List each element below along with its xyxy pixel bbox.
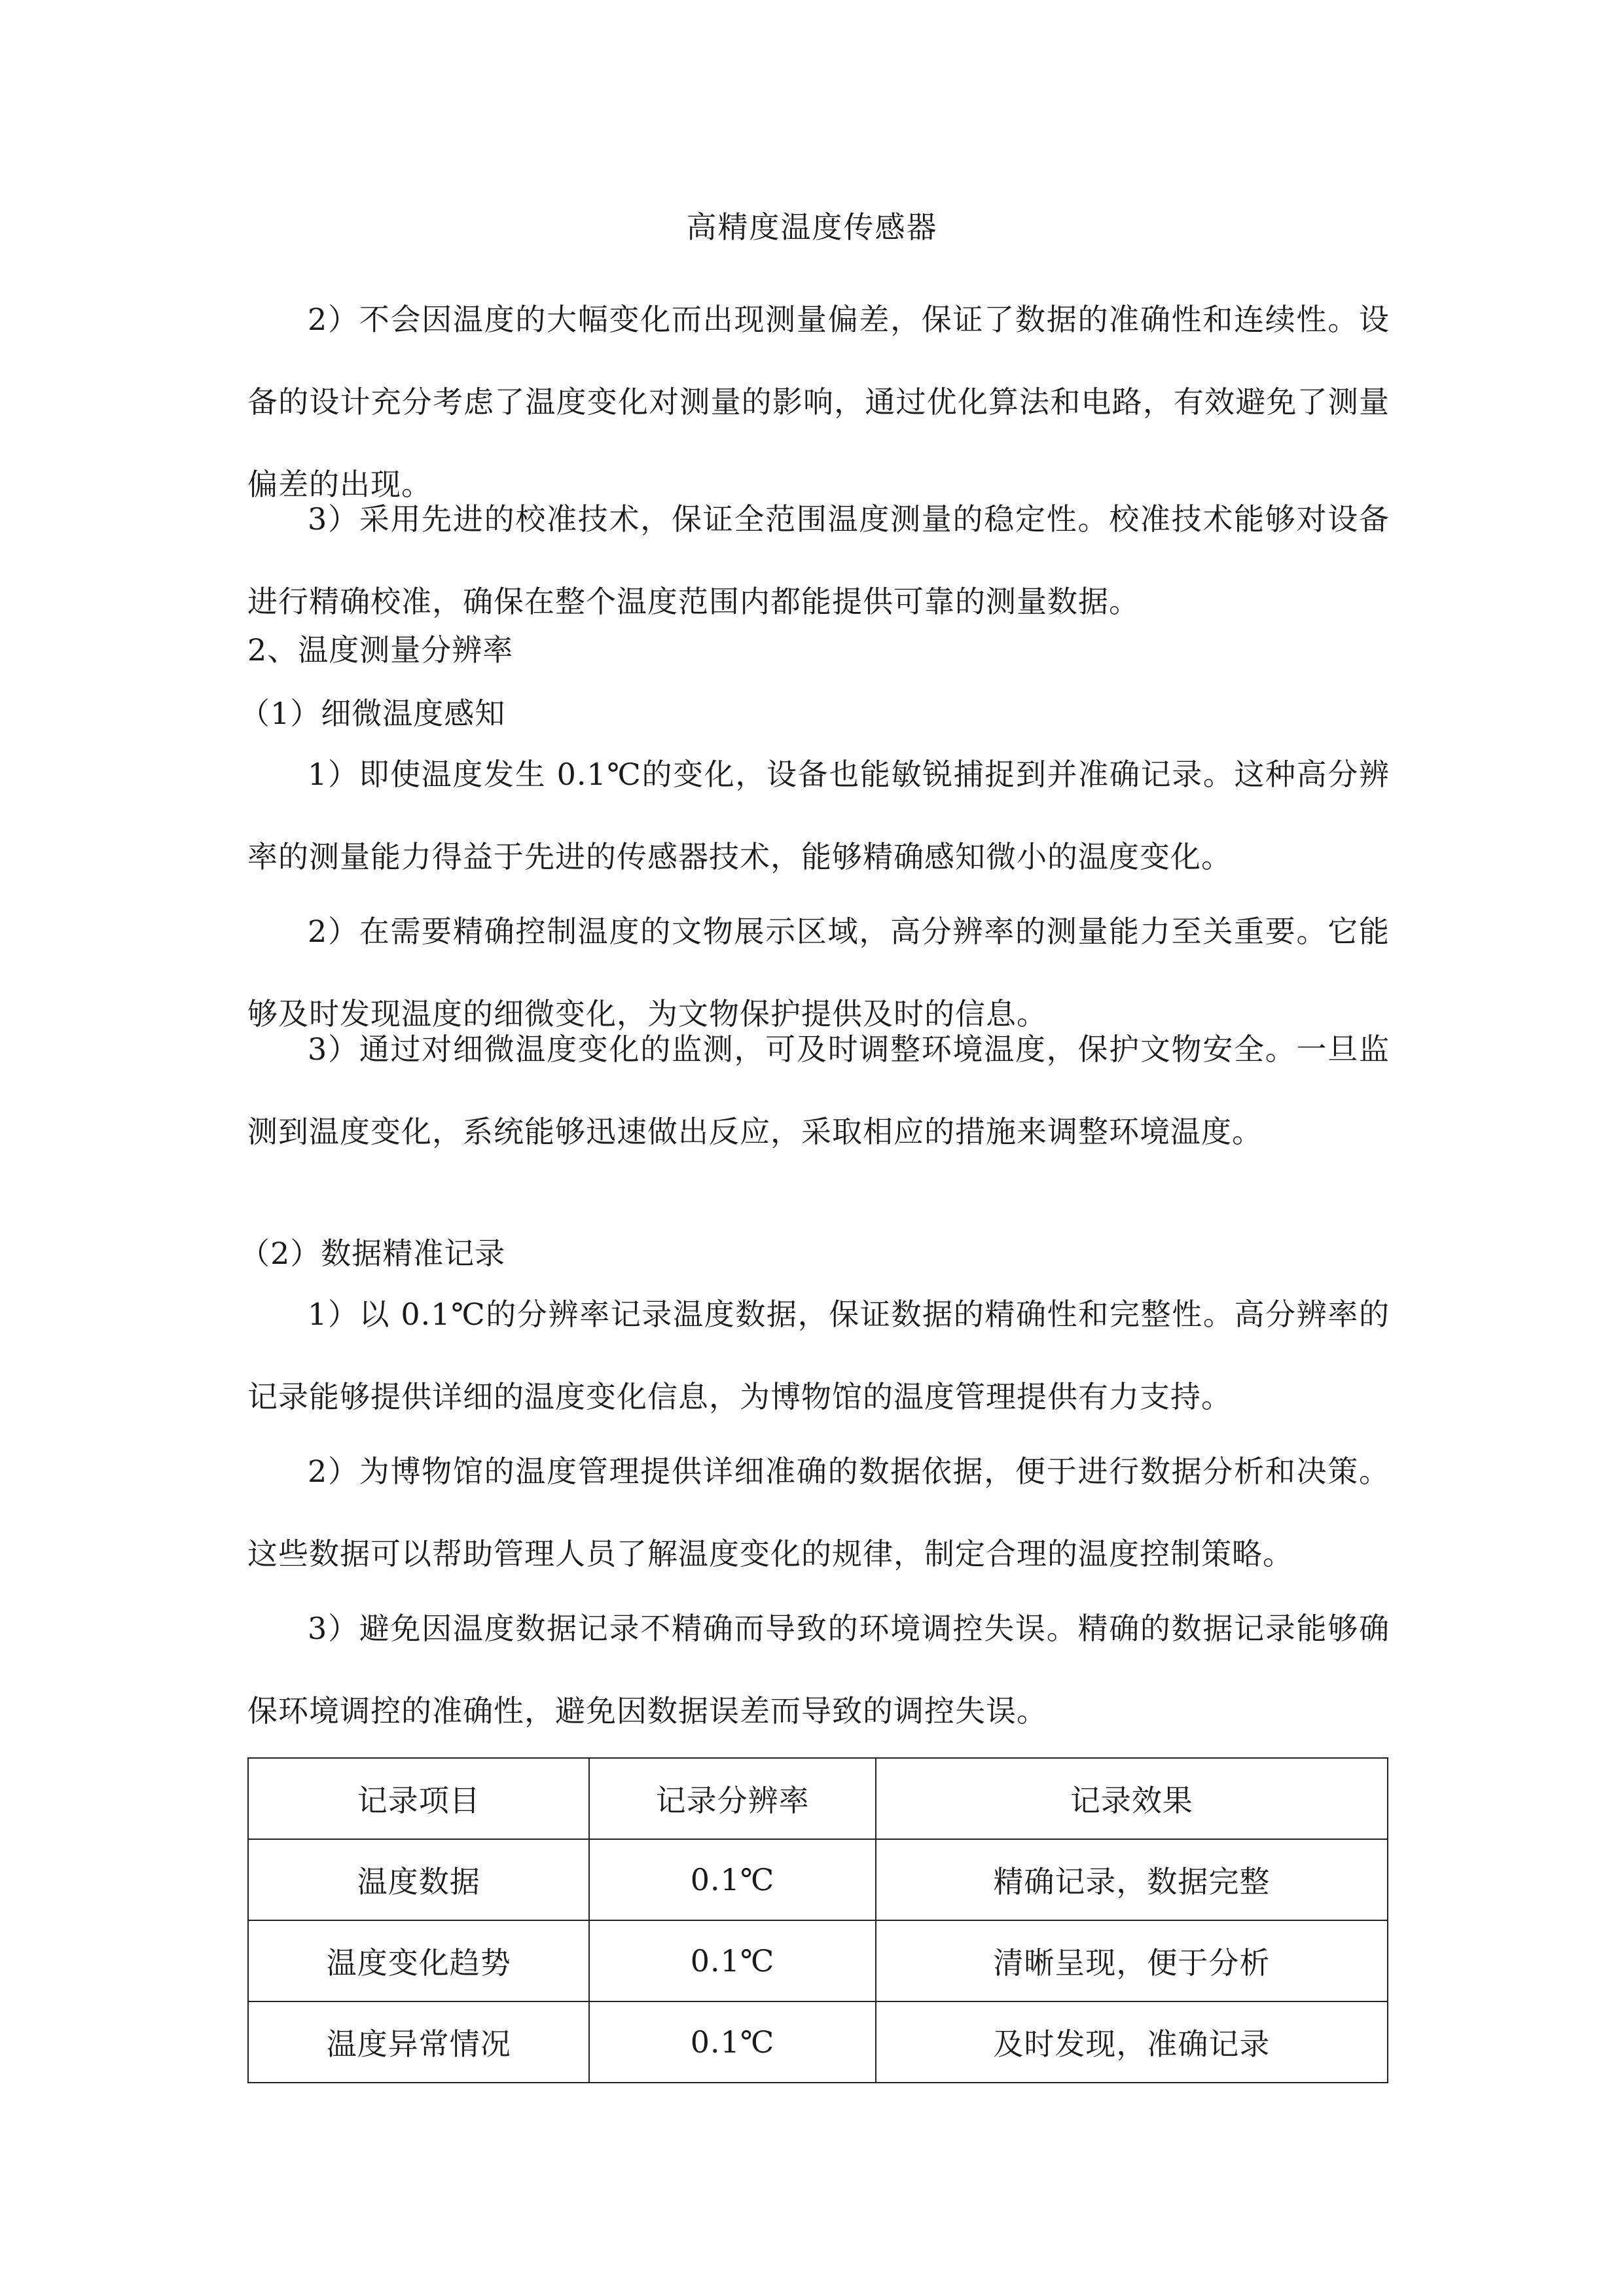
paragraph: 3）通过对细微温度变化的监测，可及时调整环境温度，保护文物安全。一旦监测到温度变化，系统能够迅速做出反应，采取相应的措施来调整环境温度。 xyxy=(247,1031,1390,1149)
table-cell: 温度变化趋势 xyxy=(248,1920,589,2001)
paragraph: 1）即使温度发生 0.1℃的变化，设备也能敏锐捕捉到并准确记录。这种高分辨率的测量能力得益于先进的传感器技术，能够精确感知微小的温度变化。 xyxy=(247,757,1390,874)
table-row xyxy=(248,2001,1388,2083)
table-header-cell: 记录分辨率 xyxy=(589,1758,875,1839)
table-header-row xyxy=(248,1758,1388,1839)
table-header-cell: 记录效果 xyxy=(876,1758,1388,1839)
paragraph: 2）不会因温度的大幅变化而出现测量偏差，保证了数据的准确性和连续性。设备的设计充分考虑了温度变化对测量的影响，通过优化算法和电路，有效避免了测量偏差的出现。 xyxy=(247,302,1390,502)
table-cell: 温度数据 xyxy=(248,1839,589,1920)
table-cell: 0.1℃ xyxy=(589,1839,875,1920)
paragraph: 2）在需要精确控制温度的文物展示区域，高分辨率的测量能力至关重要。它能够及时发现温度的细微变化，为文物保护提供及时的信息。 xyxy=(247,914,1390,1031)
table-cell: 温度异常情况 xyxy=(248,2001,589,2083)
document-title: 高精度温度传感器 xyxy=(686,209,938,245)
table-row xyxy=(248,1839,1388,1920)
table-header-cell: 记录项目 xyxy=(248,1758,589,1839)
table-cell: 0.1℃ xyxy=(589,2001,875,2083)
table-row xyxy=(248,1920,1388,2001)
table-cell: 清晰呈现，便于分析 xyxy=(876,1920,1388,2001)
section-heading: 2、温度测量分辨率 xyxy=(247,632,514,668)
paragraph: 3）采用先进的校准技术，保证全范围温度测量的稳定性。校准技术能够对设备进行精确校准，确保在整个温度范围内都能提供可靠的测量数据。 xyxy=(247,501,1390,619)
paragraph: 3）避免因温度数据记录不精确而导致的环境调控失误。精确的数据记录能够确保环境调控的准确性，避免因数据误差而导致的调控失误。 xyxy=(247,1611,1390,1729)
paragraph: 1）以 0.1℃的分辨率记录温度数据，保证数据的精确性和完整性。高分辨率的记录能够提供详细的温度变化信息，为博物馆的温度管理提供有力支持。 xyxy=(247,1297,1390,1414)
subsection-heading: （1）细微温度感知 xyxy=(240,696,506,731)
paragraph: 2）为博物馆的温度管理提供详细准确的数据依据，便于进行数据分析和决策。这些数据可以帮助管理人员了解温度变化的规律，制定合理的温度控制策略。 xyxy=(247,1454,1390,1571)
table-cell: 0.1℃ xyxy=(589,1920,875,2001)
records-table xyxy=(247,1757,1388,2083)
table-cell: 精确记录，数据完整 xyxy=(876,1839,1388,1920)
table-cell: 及时发现，准确记录 xyxy=(876,2001,1388,2083)
subsection-heading: （2）数据精准记录 xyxy=(240,1236,506,1271)
